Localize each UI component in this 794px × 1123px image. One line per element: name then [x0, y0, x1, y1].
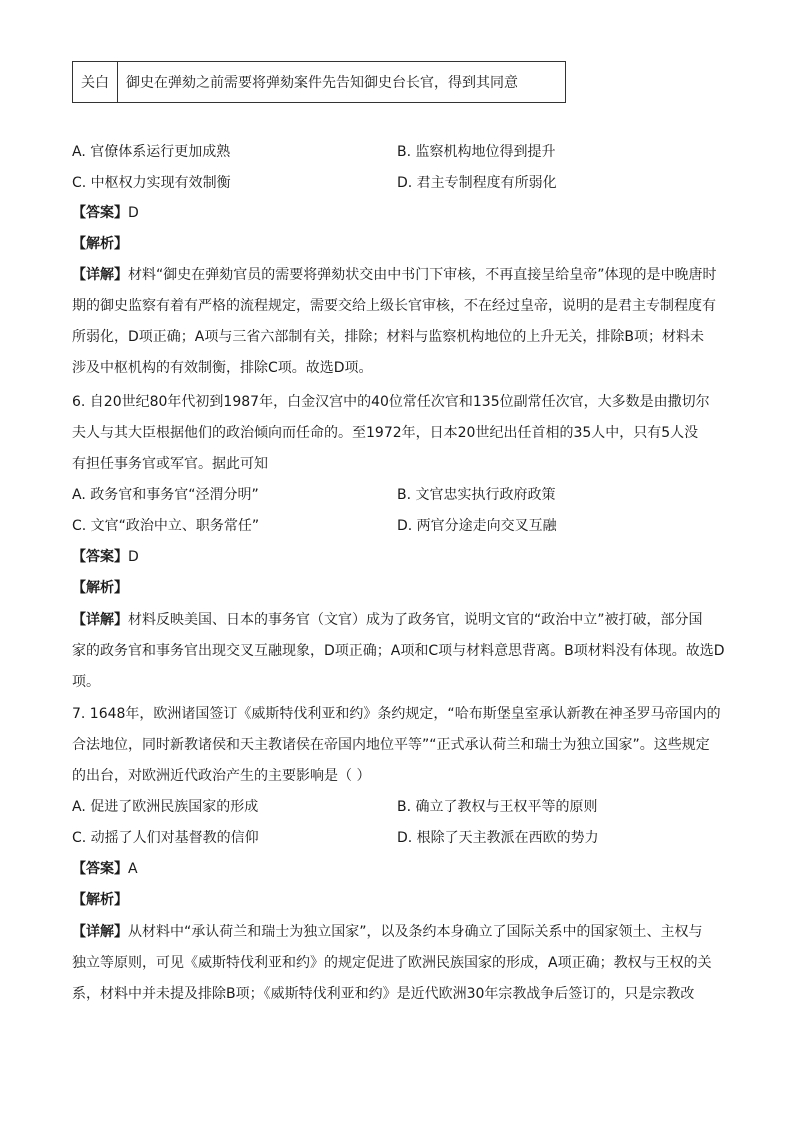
q6-option-c: C. 文官“政治中立、职务常任” — [72, 518, 260, 534]
q6-detail-line-2: 家的政务官和事务官出现交叉互融现象，D项正确；A项和C项与材料意思背离。B项材料没有体现。故选D — [72, 643, 725, 659]
q5-analysis-tag: 【解析】 — [72, 236, 128, 252]
q6-answer: D — [128, 549, 139, 565]
q6-answer-line: 【答案】D — [72, 549, 139, 565]
q6-stem-line-1: 6. 自20世纪80年代初到1987年，白金汉宫中的40位常任次官和135位副常任次官，大多数是由撒切尔 — [72, 394, 710, 410]
q5-option-d: D. 君主专制程度有所弱化 — [397, 175, 557, 191]
table-content-cell: 御史在弹劾之前需要将弹劾案件先告知御史台长官，得到其同意 — [126, 75, 518, 91]
q6-option-d: D. 两官分途走向交叉互融 — [397, 518, 557, 534]
q6-stem-line-2: 夫人与其大臣根据他们的政治倾向而任命的。至1972年，日本20世纪出任首相的35人中，只有5人没 — [72, 425, 699, 441]
q6-detail-line-3: 项。 — [72, 674, 100, 690]
q5-answer-line — [72, 203, 732, 223]
q7-option-d: D. 根除了天主教派在西欧的势力 — [397, 830, 599, 846]
q5-option-a: A. 官僚体系运行更加成熟 — [72, 144, 231, 160]
q7-option-a: A. 促进了欧洲民族国家的形成 — [72, 799, 259, 815]
q7-answer-line: 【答案】A — [72, 861, 138, 877]
q7-detail-line-1: 【详解】从材料中“承认荷兰和瑞士为独立国家”，以及条约本身确立了国际关系中的国家领土、主权与 — [72, 924, 703, 940]
q6-stem-line-3: 有担任事务官或军官。据此可知 — [72, 456, 268, 472]
q7-stem-line-3: 的出台，对欧洲近代政治产生的主要影响是（ ） — [72, 768, 371, 784]
q5-detail-line-2: 期的御史监察有着有严格的流程规定，需要交给上级长官审核，不在经过皇帝，说明的是君主专制程度有 — [72, 298, 716, 314]
q7-analysis-tag: 【解析】 — [72, 892, 128, 908]
q7-stem-line-1: 7. 1648年，欧洲诸国签订《威斯特伐利亚和约》条约规定，“哈布斯堡皇室承认新教在神圣罗马帝国内的 — [72, 706, 721, 722]
q5-detail-line-1: 【详解】材料“御史在弹劾官员的需要将弹劾状交由中书门下审核，不再直接呈给皇帝”体现的是中晚唐时 — [72, 267, 717, 283]
q7-detail-line-3: 系，材料中并未提及排除B项；《威斯特伐利亚和约》是近代欧洲30年宗教战争后签订的，只是宗教改 — [72, 986, 695, 1002]
q6-option-a: A. 政务官和事务官“泾渭分明” — [72, 487, 259, 503]
answer-tag: 【答案】 — [72, 205, 128, 221]
q7-stem-line-2: 合法地位，同时新教诸侯和天主教诸侯在帝国内地位平等”“正式承认荷兰和瑞士为独立国家”。这些规定 — [72, 737, 710, 753]
q5-detail-line-4: 涉及中枢机构的有效制衡，排除C项。故选D项。 — [72, 360, 373, 376]
q7-option-c: C. 动摇了人们对基督教的信仰 — [72, 830, 259, 846]
q5-answer: D — [128, 205, 139, 221]
q7-answer: A — [128, 861, 138, 877]
q5-option-c: C. 中枢权力实现有效制衡 — [72, 175, 231, 191]
detail-tag: 【详解】 — [72, 267, 128, 283]
q6-detail-line-1: 【详解】材料反映美国、日本的事务官（文官）成为了政务官，说明文官的“政治中立”被打破，部分国 — [72, 612, 703, 628]
q6-analysis-tag: 【解析】 — [72, 580, 128, 596]
table-label-cell: 关白 — [73, 62, 118, 102]
q5-detail-line-3: 所弱化，D项正确；A项与三省六部制有关，排除；材料与监察机构地位的上升无关，排除B项；材料未 — [72, 329, 704, 345]
q5-option-b: B. 监察机构地位得到提升 — [397, 144, 556, 160]
material-table — [72, 61, 566, 103]
q6-option-b: B. 文官忠实执行政府政策 — [397, 487, 556, 503]
q7-option-b: B. 确立了教权与王权平等的原则 — [397, 799, 598, 815]
q7-detail-line-2: 独立等原则，可见《威斯特伐利亚和约》的规定促进了欧洲民族国家的形成，A项正确；教权与王权的关 — [72, 955, 712, 971]
